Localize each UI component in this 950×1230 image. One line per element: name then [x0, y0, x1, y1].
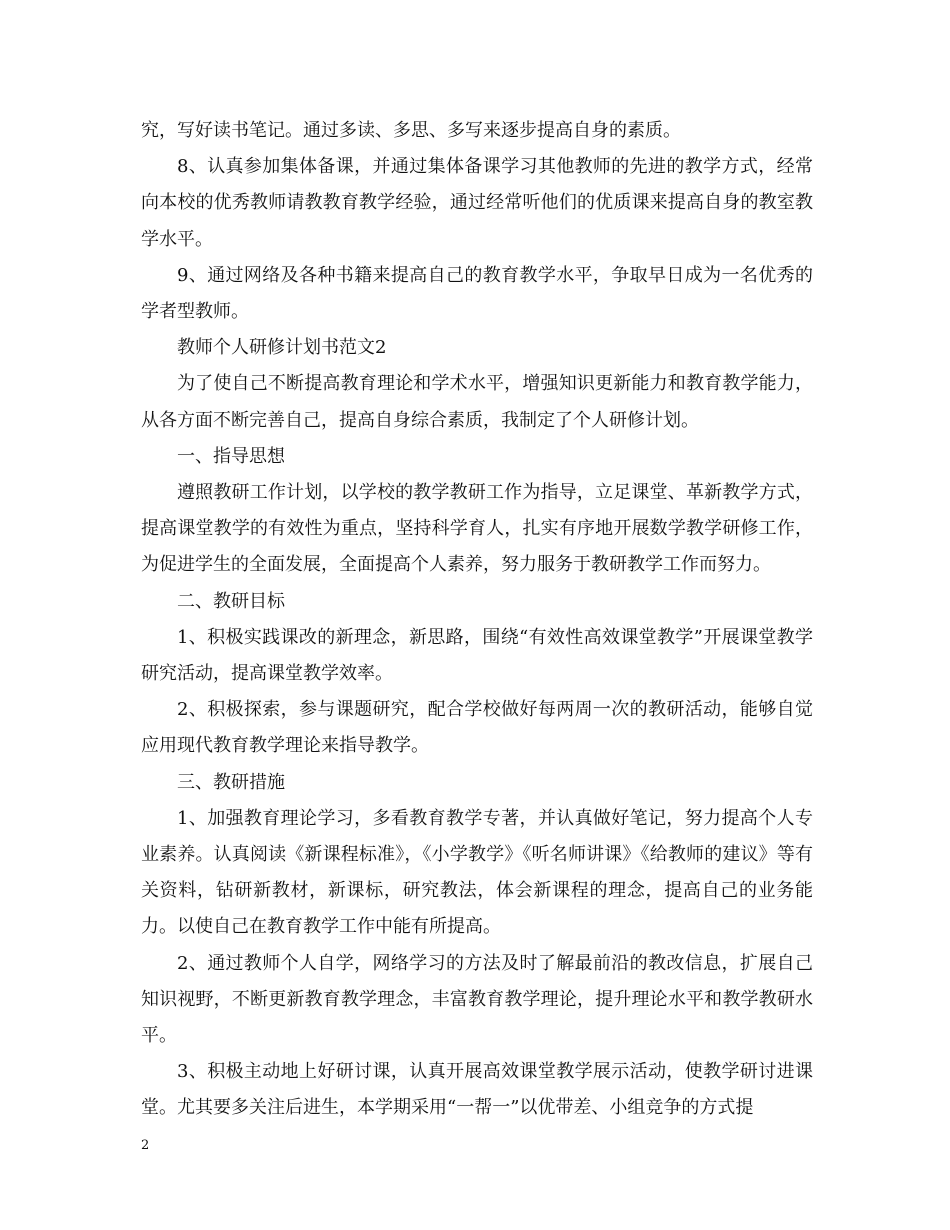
- paragraph: 3、积极主动地上好研讨课，认真开展高效课堂教学展示活动，使教学研讨进课堂。尤其要多关注后进生，本学期采用“一帮一”以优带差、小组竞争的方式提: [141, 1061, 813, 1119]
- page-number: 2: [141, 1138, 150, 1153]
- paragraph: 1、加强教育理论学习，多看教育教学专著，并认真做好笔记，努力提高个人专业素养。认真阅读《新课程标准》，《小学教学》《听名师讲课》《给教师的建议》等有关资料，钻研新教材，新课标，研究教法，体会新课程的理念，提高自己的业务能力。以使自己在教育教学工作中能有所提高。: [141, 807, 813, 938]
- paragraph: 8、认真参加集体备课，并通过集体备课学习其他教师的先进的教学方式，经常向本校的优秀教师请教教育教学经验，通过经常听他们的优质课来提高自身的教室教学水平。: [141, 156, 813, 250]
- section-heading: 一、指导思想: [177, 445, 285, 467]
- paragraph: 2、通过教师个人自学，网络学习的方法及时了解最前沿的教改信息，扩展自己知识视野，不断更新教育教学理念，丰富教育教学理论，提升理论水平和教学教研水平。: [141, 952, 813, 1047]
- section-heading: 教师个人研修计划书范文2: [177, 337, 387, 359]
- paragraph: 为了使自己不断提高教育理论和学术水平，增强知识更新能力和教育教学能力，从各方面不断完善自己，提高自身综合素质，我制定了个人研修计划。: [141, 373, 813, 431]
- paragraph: 9、通过网络及各种书籍来提高自己的教育教学水平，争取早日成为一名优秀的学者型教师。: [141, 264, 813, 323]
- section-heading: 二、教研目标: [177, 590, 285, 612]
- paragraph: 究，写好读书笔记。通过多读、多思、多写来逐步提高自身的素质。: [141, 120, 681, 141]
- paragraph: 遵照教研工作计划，以学校的教学教研工作为指导，立足课堂、革新教学方式，提高课堂教学的有效性为重点，坚持科学育人，扎实有序地开展数学教学研修工作，为促进学生的全面发展，全面提高个人素养，努力服务于教研教学工作而努力。: [141, 482, 813, 576]
- paragraph: 1、积极实践课改的新理念，新思路，围绕“有效性高效课堂教学”开展课堂教学研究活动，提高课堂教学效率。: [141, 626, 813, 685]
- document-body: [141, 113, 813, 1127]
- paragraph: 2、积极探索，参与课题研究，配合学校做好每两周一次的教研活动，能够自觉应用现代教育教学理论来指导教学。: [141, 699, 813, 757]
- section-heading: 三、教研措施: [177, 771, 285, 793]
